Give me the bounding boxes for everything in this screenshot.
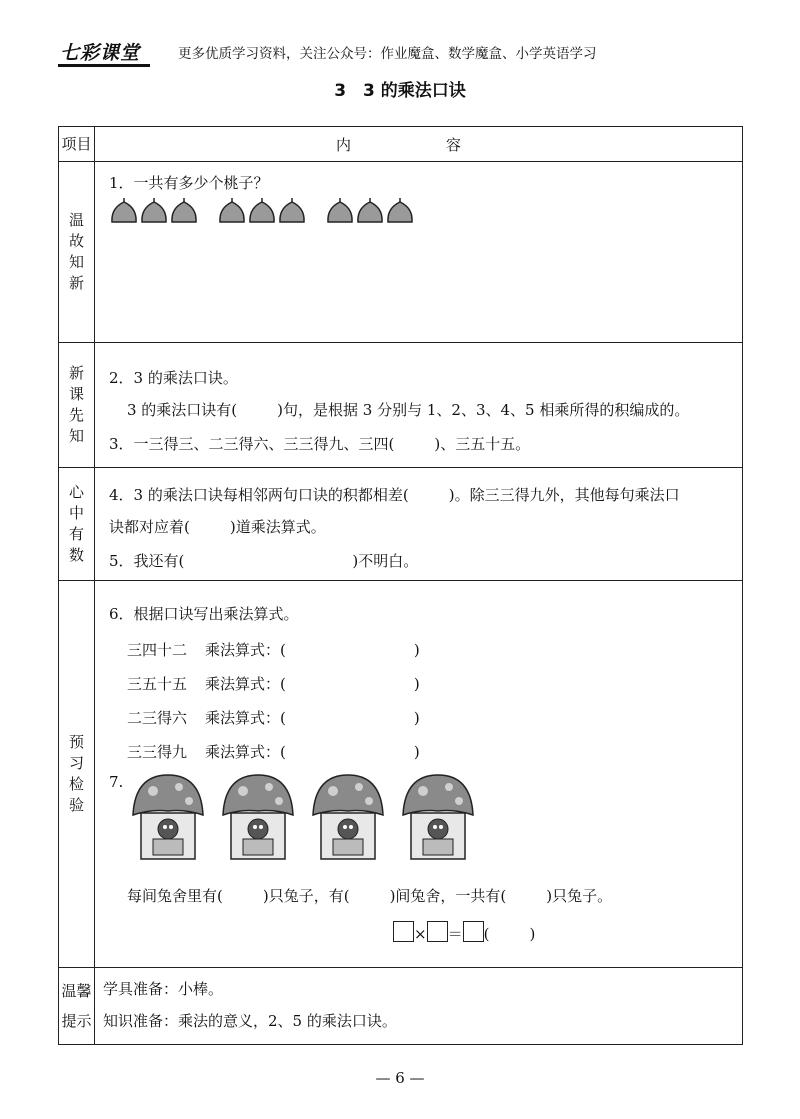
section-tips <box>59 968 743 1045</box>
question-1: 1．一共有多少个桃子？ <box>109 174 269 192</box>
mushroom-house-icon <box>129 771 207 863</box>
section-label-review: 温 故 知 新 <box>59 162 95 343</box>
section-content-preview <box>95 343 743 468</box>
col-header-item: 项目 <box>59 127 95 162</box>
equation-row: × ＝ ( ) <box>393 921 535 944</box>
page-title: 3 3 的乘法口诀 <box>334 81 466 101</box>
mushroom-house-icon <box>399 771 477 863</box>
peach-icon <box>217 198 247 224</box>
worksheet-table <box>58 126 743 1045</box>
peach-illustration <box>109 198 415 224</box>
section-content-review <box>95 162 743 343</box>
question-7: 7. <box>109 773 124 791</box>
page-header <box>0 0 800 70</box>
section-mind <box>59 468 743 581</box>
section-review <box>59 162 743 343</box>
rhyme-row: 三三得九 乘法算式：( ) <box>127 743 420 761</box>
peach-icon <box>277 198 307 224</box>
table-header-row <box>59 127 743 162</box>
peach-group <box>325 198 415 224</box>
peach-icon <box>169 198 199 224</box>
section-content-tips <box>95 968 743 1045</box>
section-label-tips: 温馨 提示 <box>59 968 95 1045</box>
peach-icon <box>139 198 169 224</box>
col-header-content: 内 容 <box>95 127 743 162</box>
peach-icon <box>385 198 415 224</box>
tips-tools: 学具准备：小棒。 <box>103 980 224 998</box>
rabbit-houses <box>129 771 477 863</box>
mushroom-house-icon <box>309 771 387 863</box>
peach-group <box>109 198 199 224</box>
section-label-check: 预 习 检 验 <box>59 581 95 968</box>
section-check <box>59 581 743 968</box>
question-2-blank: 3 的乘法口诀有( )句，是根据 3 分别与 1、2、3、4、5 相乘所得的积编成的。 <box>127 401 690 419</box>
rhyme-row: 三四十二 乘法算式：( ) <box>127 641 420 659</box>
section-preview <box>59 343 743 468</box>
rhyme-row: 二三得六 乘法算式：( ) <box>127 709 420 727</box>
rhyme-row: 三五十五 乘法算式：( ) <box>127 675 420 693</box>
question-5: 5．我还有( )不明白。 <box>109 552 419 570</box>
page-number: — 6 — <box>375 1069 425 1087</box>
section-label-preview: 新 课 先 知 <box>59 343 95 468</box>
section-label-mind: 心 中 有 数 <box>59 468 95 581</box>
equation-box[interactable] <box>463 921 484 942</box>
section-content-check <box>95 581 743 968</box>
question-4-line-2: 诀都对应着( )道乘法算式。 <box>109 518 326 536</box>
question-3: 3．一三得三、二三得六、三三得九、三四( )、三五十五。 <box>109 435 531 453</box>
peach-icon <box>355 198 385 224</box>
question-4: 4．3 的乘法口诀每相邻两句口诀的积都相差( )。除三三得九外，其他每句乘法口 <box>109 486 680 504</box>
promo-text: 更多优质学习资料，关注公众号：作业魔盒、数学魔盒、小学英语学习 <box>178 46 597 62</box>
brand-logo: 七彩课堂 <box>60 42 141 64</box>
equation-box[interactable] <box>427 921 448 942</box>
mushroom-house-icon <box>219 771 297 863</box>
section-content-mind <box>95 468 743 581</box>
peach-icon <box>109 198 139 224</box>
logo-underline <box>58 64 150 67</box>
equation-box[interactable] <box>393 921 414 942</box>
peach-icon <box>325 198 355 224</box>
question-7-sentence: 每间兔舍里有( )只兔子，有( )间兔舍，一共有( )只兔子。 <box>127 887 613 905</box>
question-6: 6．根据口诀写出乘法算式。 <box>109 605 299 623</box>
peach-group <box>217 198 307 224</box>
question-2: 2．3 的乘法口诀。 <box>109 369 238 387</box>
peach-icon <box>247 198 277 224</box>
tips-knowledge: 知识准备：乘法的意义，2、5 的乘法口诀。 <box>103 1012 397 1030</box>
